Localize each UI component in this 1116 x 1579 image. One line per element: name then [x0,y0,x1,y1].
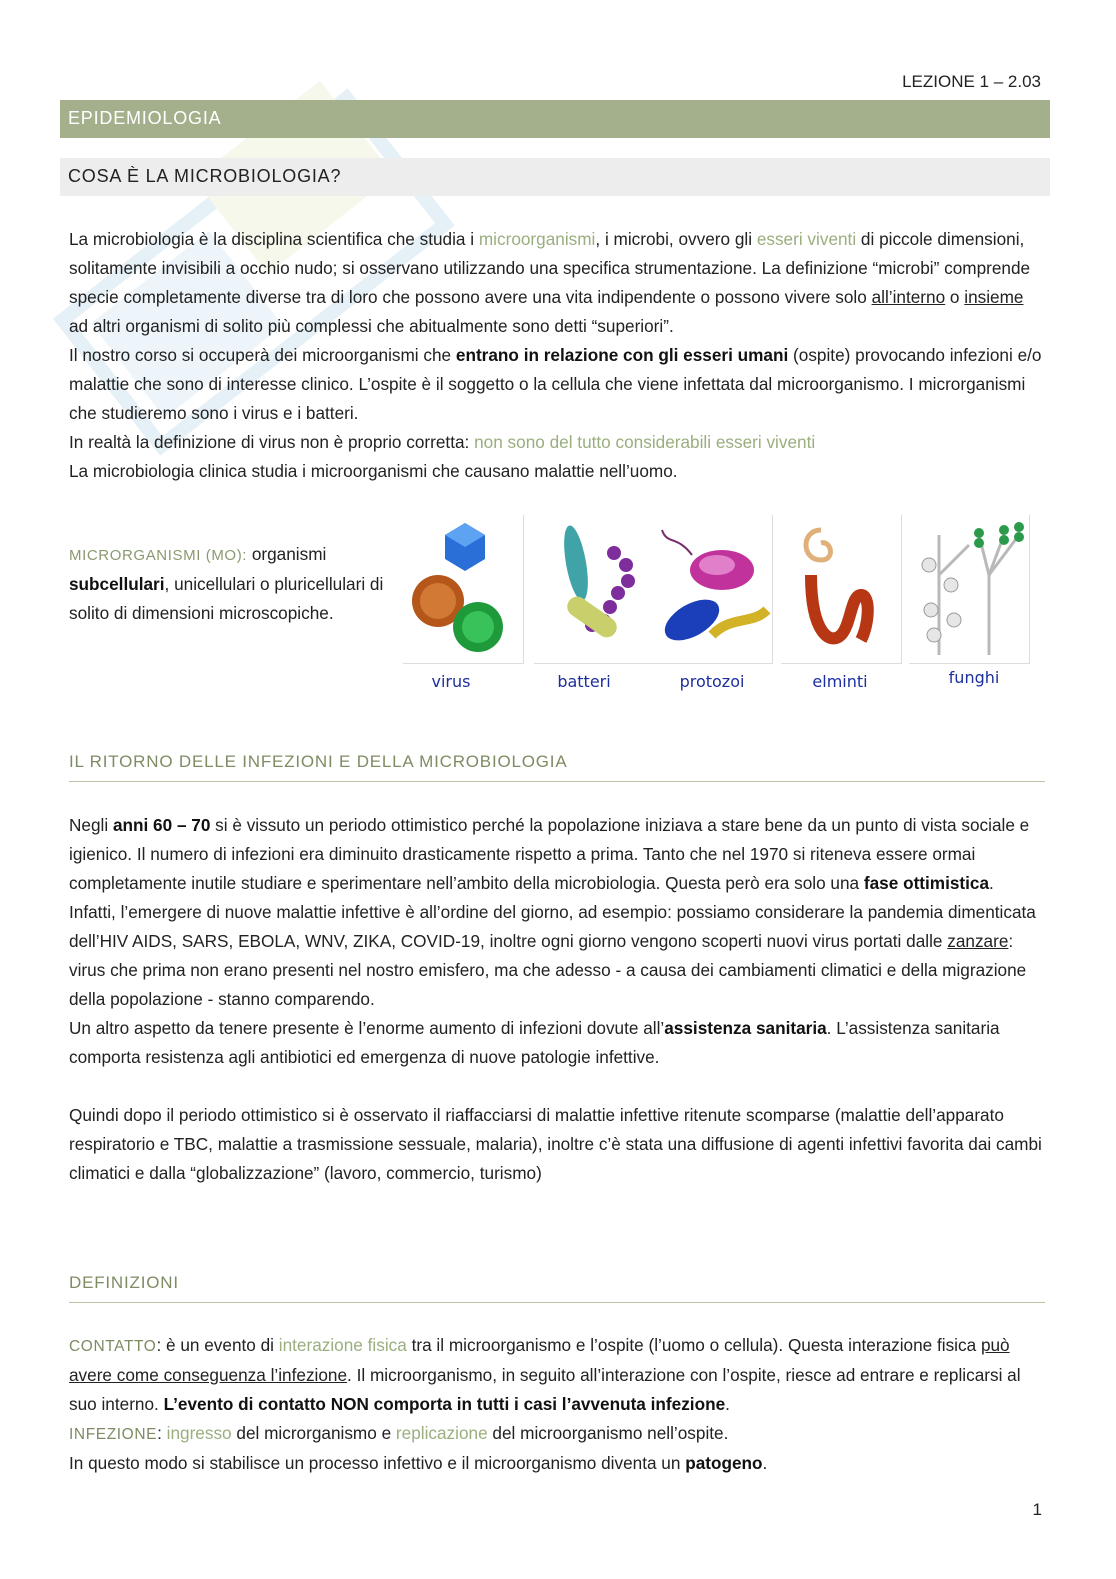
caption-protozoa: protozoi [679,672,745,691]
section2-paragraph: Quindi dopo il periodo ottimistico si è osservato il riaffacciarsi di malattie infettive ritenute scomparse (malattie dell’apparato respiratorio e TBC, malattie a trasmissione sessuale, malaria), inoltre c’è stata una diffusione di agenti infettivi favorita dai cambi climatici e dalla “globalizzazione” (lavoro, commercio, turismo) [69,1105,1042,1183]
caption-helminths: elminti [812,672,868,691]
virus-illustration [403,515,524,664]
document-title: EPIDEMIOLOGIA [60,100,1050,138]
section2-paragraph: Un altro aspetto da tenere presente è l’enorme aumento di infezioni dovute all’assistenza sanitaria. L’assistenza sanitaria comporta resistenza agli antibiotici ed emergenza di nuove patologie infettive. [69,1018,1000,1067]
section2-paragraph: Infatti, l’emergere di nuove malattie infettive è all’ordine del giorno, ad esempio: possiamo considerare la pandemia dimenticata dell’HIV AIDS, SARS, EBOLA, WNV, ZIKA, COVID-19, inoltre ogni giorno vengono scoperti nuovi virus portati dalle zanzare: virus che prima non erano presenti nel nostro emisfero, ma che adesso - a causa dei cambiamenti climatici e della migrazione della popolazione - stanno comparendo. [69,902,1036,1009]
intro-paragraph: La microbiologia è la disciplina scientifica che studia i microorganismi, i microbi, ovvero gli esseri viventi di piccole dimensioni, solitamente invisibili a occhio nudo; si osservano utilizzando una specifica strumentazione. La definizione “microbi” comprende specie completamente diverse tra di loro che possono avere una vita indipendente o possono vivere solo all’interno o insieme ad altri organismi di solito più complessi che abitualmente sono detti “superiori”. [69,229,1031,336]
fungi-illustration [909,515,1030,664]
bacteria-illustration [534,515,655,664]
intro-text [69,225,1044,486]
definition-contact: CONTATTO: è un evento di interazione fisica tra il microorganismo e l’ospite (l’uomo o cellula). Questa interazione fisica può avere come conseguenza l’infezione. Il microorganismo, in seguito all’interazione con l’ospite, riesce ad entrare e replicarsi al suo interno. L’evento di contatto NON comporta in tutti i casi l’avvenuta infezione. [69,1335,1021,1414]
section2-paragraph: Negli anni 60 – 70 si è vissuto un periodo ottimistico perché la popolazione iniziava a stare bene da un punto di vista sociale e igienico. Il numero di infezioni era diminuito drasticamente rispetto a prima. Tanto che nel 1970 si riteneva essere ormai completamente inutile studiare e sperimentare nell’ambito della microbiologia. Questa però era solo una fase ottimistica. [69,815,1030,893]
helminths-illustration [781,515,902,664]
lesson-label: LEZIONE 1 – 2.03 [902,72,1041,91]
section-heading-return: IL RITORNO DELLE INFEZIONI E DELLA MICROBIOLOGIA [69,752,1045,782]
section-heading-definitions: DEFINIZIONI [69,1273,1045,1303]
protozoa-illustration [652,515,773,664]
section2-text [69,811,1044,1188]
page-number: 1 [1032,1500,1042,1519]
definitions-text [69,1331,1044,1478]
intro-paragraph: In realtà la definizione di virus non è proprio corretta: non sono del tutto considerabili esseri viventi [69,432,816,452]
definition-infection: INFEZIONE: ingresso del microrganismo e replicazione del microorganismo nell’ospite. [69,1423,729,1443]
section-title: COSA È LA MICROBIOLOGIA? [60,158,1050,196]
caption-virus: virus [431,672,471,691]
caption-fungi: funghi [948,668,1000,687]
intro-paragraph: La microbiologia clinica studia i microorganismi che causano malattie nell’uomo. [69,461,678,481]
microorganisms-definition: MICRORGANISMI (MO): organismi subcellulari, unicellulari o pluricellulari di solito di dimensioni microscopiche. [69,544,384,623]
definition-pathogen: In questo modo si stabilisce un processo infettivo e il microorganismo diventa un patogeno. [69,1453,768,1473]
intro-paragraph: Il nostro corso si occuperà dei microorganismi che entrano in relazione con gli esseri umani (ospite) provocando infezioni e/o malattie che sono di interesse clinico. L’ospite è il soggetto o la cellula che viene infettata dal microorganismo. I microrganismi che studieremo sono i virus e i batteri. [69,345,1042,423]
caption-bacteria: batteri [557,672,611,691]
